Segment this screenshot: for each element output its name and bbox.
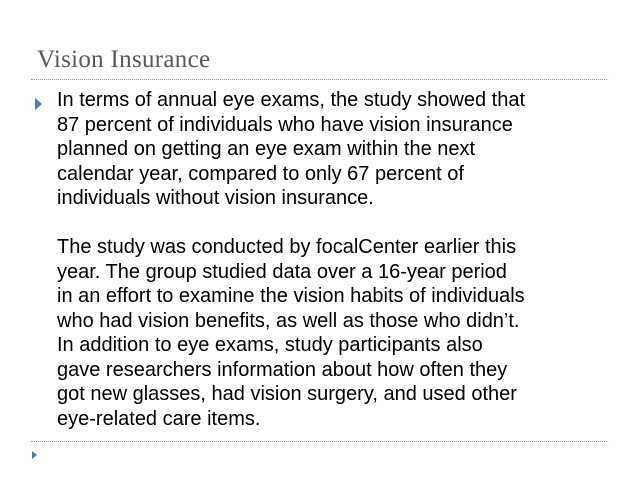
bullet-body (57, 88, 617, 431)
text-line: The study was conducted by focalCenter earlier this (57, 236, 517, 258)
title-divider (31, 79, 607, 80)
paragraph-spacer (57, 211, 617, 236)
text-line: planned on getting an eye exam within the next (57, 138, 476, 160)
text-line: who had vision benefits, as well as those who didn’t. (57, 309, 520, 332)
triangle-footer-icon (32, 451, 37, 459)
triangle-bullet-icon (35, 98, 42, 110)
paragraph-2 (57, 235, 617, 431)
text-line: got new glasses, had vision surgery, and used other (57, 383, 517, 405)
slide-title: Vision Insurance (37, 46, 211, 73)
text-line: 87 percent of individuals who have vision insurance (57, 113, 513, 136)
text-line: In addition to eye exams, study participants also (57, 334, 483, 356)
text-line: In terms of annual eye exams, the study showed that (57, 89, 526, 111)
text-line: year. The group studied data over a 16-year period (57, 260, 507, 283)
text-line: individuals without vision insurance. (57, 187, 374, 209)
paragraph-1 (57, 88, 617, 211)
footer-divider (31, 441, 607, 442)
text-line: gave researchers information about how often they (57, 358, 508, 381)
text-line: in an effort to examine the vision habits of individuals (57, 285, 525, 307)
text-line: calendar year, compared to only 67 percent of (57, 162, 464, 185)
text-line: eye-related care items. (57, 407, 261, 430)
